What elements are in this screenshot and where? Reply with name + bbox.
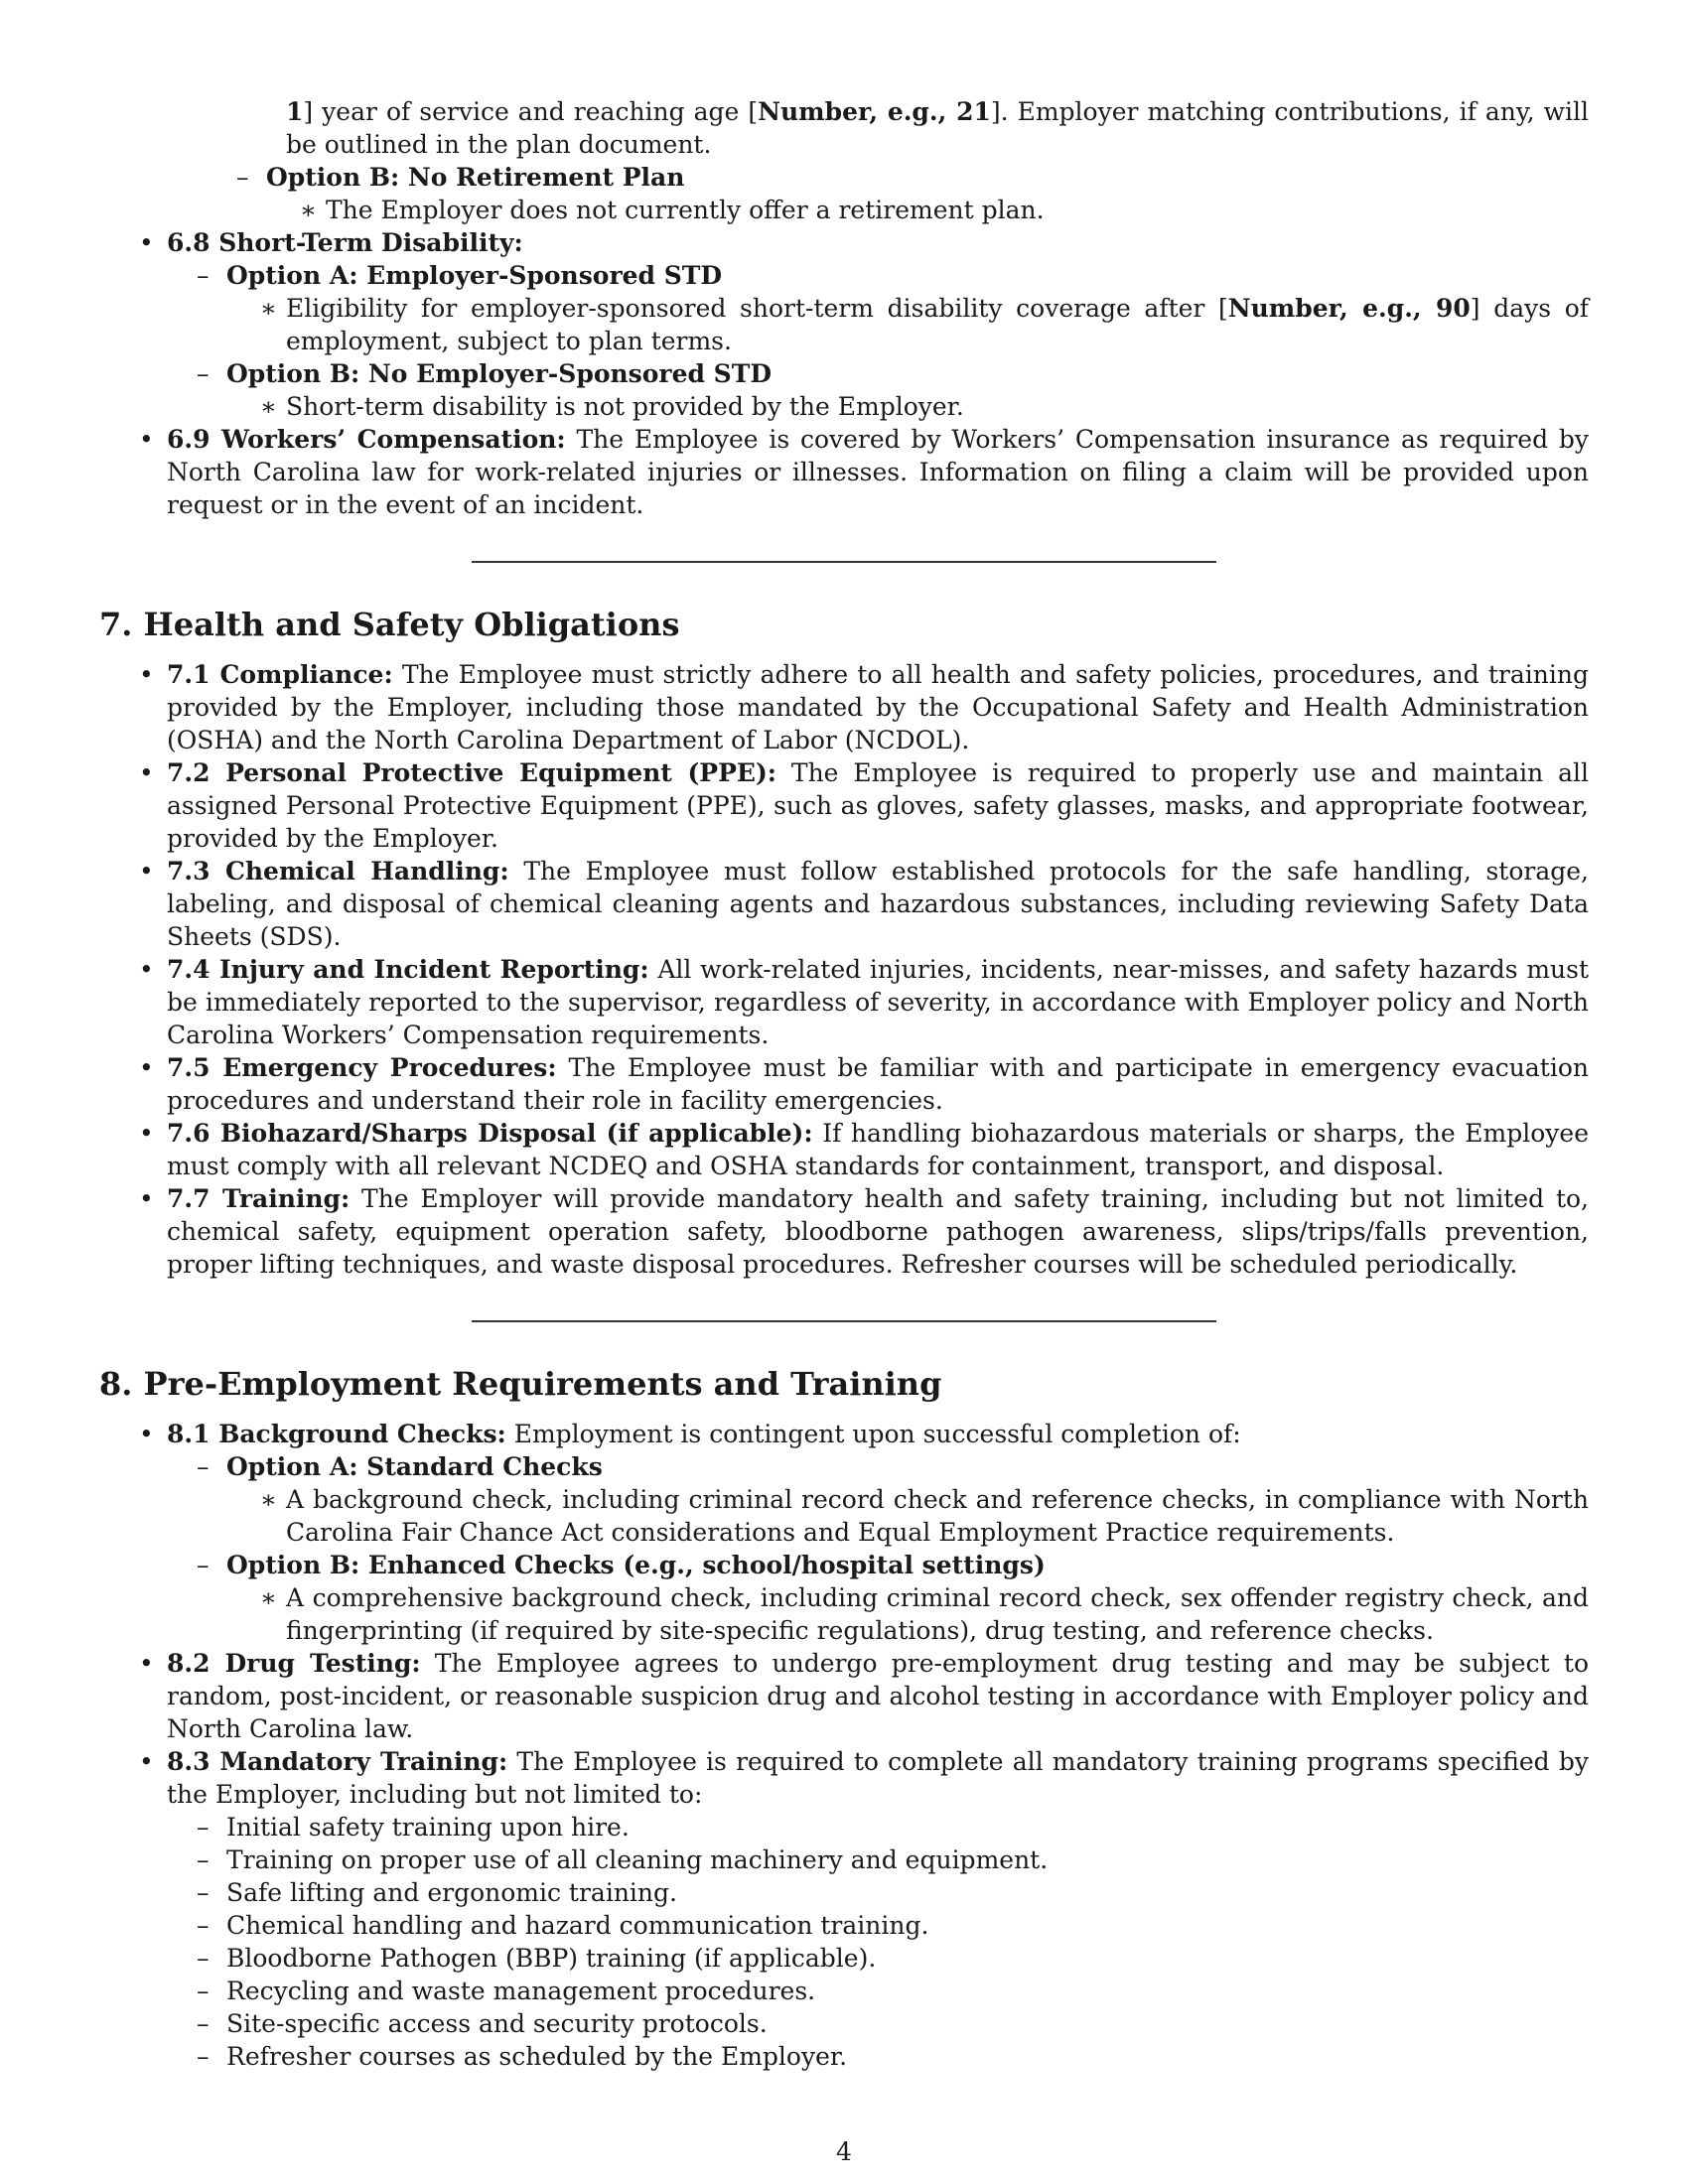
background-check-options [167, 1450, 1589, 1647]
background-option-a [167, 1450, 1589, 1549]
retirement-option-b-text: ∗ The Employer does not currently offer a retirement plan. [266, 194, 1589, 226]
retirement-option-a-continuation [99, 95, 1589, 161]
section-7-heading: 7. Health and Safety Obligations [99, 606, 680, 643]
mandatory-training-list [167, 1811, 1589, 2073]
list-item: – Safe lifting and ergonomic training. [167, 1876, 1589, 1909]
item-text: The Employee is required to properly use and maintain all assigned Personal Protective Equipment (PPE), such as gloves, safety glasses, masks, and appropriate footwear, provided by the Employer. [167, 758, 1589, 853]
std-option-a-pre: Eligibility for employer-sponsored short-term disability coverage after [ [286, 294, 1228, 323]
item-label: 7.2 Personal Protective Equipment (PPE): [167, 758, 777, 787]
age-placeholder: Number, e.g., 21 [758, 97, 991, 126]
continuation-text-2: ]. Employer matching contributions, if any, will be outlined in the plan document. [286, 97, 1589, 159]
retirement-option-b-label: Option B: No Retirement Plan [266, 163, 685, 192]
list-item: – Initial safety training upon hire. [167, 1811, 1589, 1843]
item-6-9 [99, 423, 1589, 521]
item-text: The Employee must strictly adhere to all health and safety policies, procedures, and training provided by the Employer, including those mandated by the Occupational Safety and Health Administration (OSHA) and the North Carolina Department of Labor (NCDOL). [167, 660, 1589, 754]
item-6-9-text: The Employee is covered by Workers’ Compensation insurance as required by North Carolina law for work-related injuries or illnesses. Information on filing a claim will be provided upon request or in the event of an incident. [167, 425, 1590, 519]
item-8-2-text: The Employee agrees to undergo pre-employment drug testing and may be subject to random, post-incident, or reasonable suspicion drug and alcohol testing in accordance with Employer policy and North Carolina law. [167, 1649, 1589, 1743]
std-option-b-text: ∗ Short-term disability is not provided by the Employer. [226, 390, 1589, 423]
std-option-b [167, 357, 1589, 423]
item-7-1 [99, 658, 1589, 756]
item-6-8 [99, 226, 1589, 423]
background-option-b [167, 1549, 1589, 1647]
retirement-options-list [99, 161, 1589, 226]
item-label: 7.4 Injury and Incident Reporting: [167, 955, 649, 984]
list-item: – Chemical handling and hazard communication training. [167, 1909, 1589, 1942]
section-6-items [99, 226, 1589, 521]
item-8-3 [99, 1745, 1589, 2073]
background-option-a-details [226, 1483, 1589, 1549]
item-text: If handling biohazardous materials or sharps, the Employee must comply with all relevant NCDEQ and OSHA standards for containment, transport, and disposal. [167, 1119, 1590, 1180]
item-text: The Employee must be familiar with and participate in emergency evacuation procedures and understand their role in facility emergencies. [167, 1053, 1589, 1115]
item-8-3-label: 8.3 Mandatory Training: [167, 1747, 508, 1776]
list-item: – Refresher courses as scheduled by the Employer. [167, 2040, 1589, 2073]
item-7-2 [99, 756, 1589, 855]
std-options [167, 259, 1589, 423]
item-6-8-label: 6.8 Short-Term Disability: [167, 228, 523, 257]
item-7-7 [99, 1182, 1589, 1281]
page-content [99, 95, 1589, 2073]
background-option-b-details [226, 1581, 1589, 1647]
item-8-1-text: Employment is contingent upon successful completion of: [505, 1420, 1241, 1448]
section-7-items [99, 658, 1589, 1281]
std-option-a-details [226, 292, 1589, 357]
retirement-option-b [207, 161, 1589, 226]
continuation-text-1: ] year of service and reaching age [ [303, 97, 759, 126]
background-option-b-text: ∗ A comprehensive background check, including criminal record check, sex offender registry check, and fingerprinting (if required by site-specific regulations), drug testing, and reference checks. [226, 1581, 1589, 1647]
list-item: – Recycling and waste management procedures. [167, 1975, 1589, 2007]
list-item: – Training on proper use of all cleaning machinery and equipment. [167, 1843, 1589, 1876]
item-6-9-label: 6.9 Workers’ Compensation: [167, 425, 566, 454]
section-8-items [99, 1418, 1589, 2073]
std-option-b-label: Option B: No Employer-Sponsored STD [226, 359, 773, 388]
background-option-a-text: ∗ A background check, including criminal record check and reference checks, in compliance with North Carolina Fair Chance Act considerations and Equal Employment Practice requirements. [226, 1483, 1589, 1549]
std-option-b-details [226, 390, 1589, 423]
item-label: 7.5 Emergency Procedures: [167, 1053, 557, 1082]
section-divider [472, 561, 1216, 563]
item-text: All work-related injuries, incidents, near-misses, and safety hazards must be immediately reported to the supervisor, regardless of severity, in accordance with Employer policy and North Carolina Workers’ Compensation requirements. [167, 955, 1590, 1049]
item-8-2 [99, 1647, 1589, 1745]
std-option-a [167, 259, 1589, 357]
item-8-1-label: 8.1 Background Checks: [167, 1420, 506, 1448]
section-8-heading: 8. Pre-Employment Requirements and Training [99, 1365, 942, 1403]
item-label: 7.1 Compliance: [167, 660, 393, 689]
background-option-b-label: Option B: Enhanced Checks (e.g., school/hospital settings) [226, 1551, 1046, 1579]
item-8-3-text: The Employee is required to complete all mandatory training programs specified by the Employer, including but not limited to: [167, 1747, 1589, 1809]
retirement-option-b-details [266, 194, 1589, 226]
std-days-placeholder: Number, e.g., 90 [1227, 294, 1471, 323]
item-7-5 [99, 1051, 1589, 1117]
service-years-value: 1 [286, 97, 304, 126]
std-option-a-text [226, 292, 1589, 357]
std-option-a-label: Option A: Employer-Sponsored STD [226, 261, 723, 290]
std-option-a-post: ] days of employment, subject to plan terms. [286, 294, 1589, 355]
list-item: – Bloodborne Pathogen (BBP) training (if applicable). [167, 1942, 1589, 1975]
section-divider [472, 1320, 1216, 1322]
item-7-4 [99, 953, 1589, 1051]
list-item: – Site-specific access and security protocols. [167, 2007, 1589, 2040]
background-option-a-label: Option A: Standard Checks [226, 1452, 603, 1481]
item-8-2-label: 8.2 Drug Testing: [167, 1649, 421, 1678]
item-text: The Employer will provide mandatory health and safety training, including but not limited to, chemical safety, equipment operation safety, bloodborne pathogen awareness, slips/trips/falls prevention, proper lifting techniques, and waste disposal procedures. Refresher courses will be scheduled periodically. [167, 1184, 1589, 1279]
item-label: 7.3 Chemical Handling: [167, 857, 509, 886]
item-8-1 [99, 1418, 1589, 1647]
item-text: The Employee must follow established protocols for the safe handling, storage, labeling, and disposal of chemical cleaning agents and hazardous substances, including reviewing Safety Data Sheets (SDS). [167, 857, 1590, 951]
item-7-6 [99, 1117, 1589, 1182]
item-label: 7.6 Biohazard/Sharps Disposal (if applicable): [167, 1119, 813, 1148]
item-label: 7.7 Training: [167, 1184, 351, 1213]
page-number: 4 [836, 2137, 852, 2166]
item-7-3 [99, 855, 1589, 953]
